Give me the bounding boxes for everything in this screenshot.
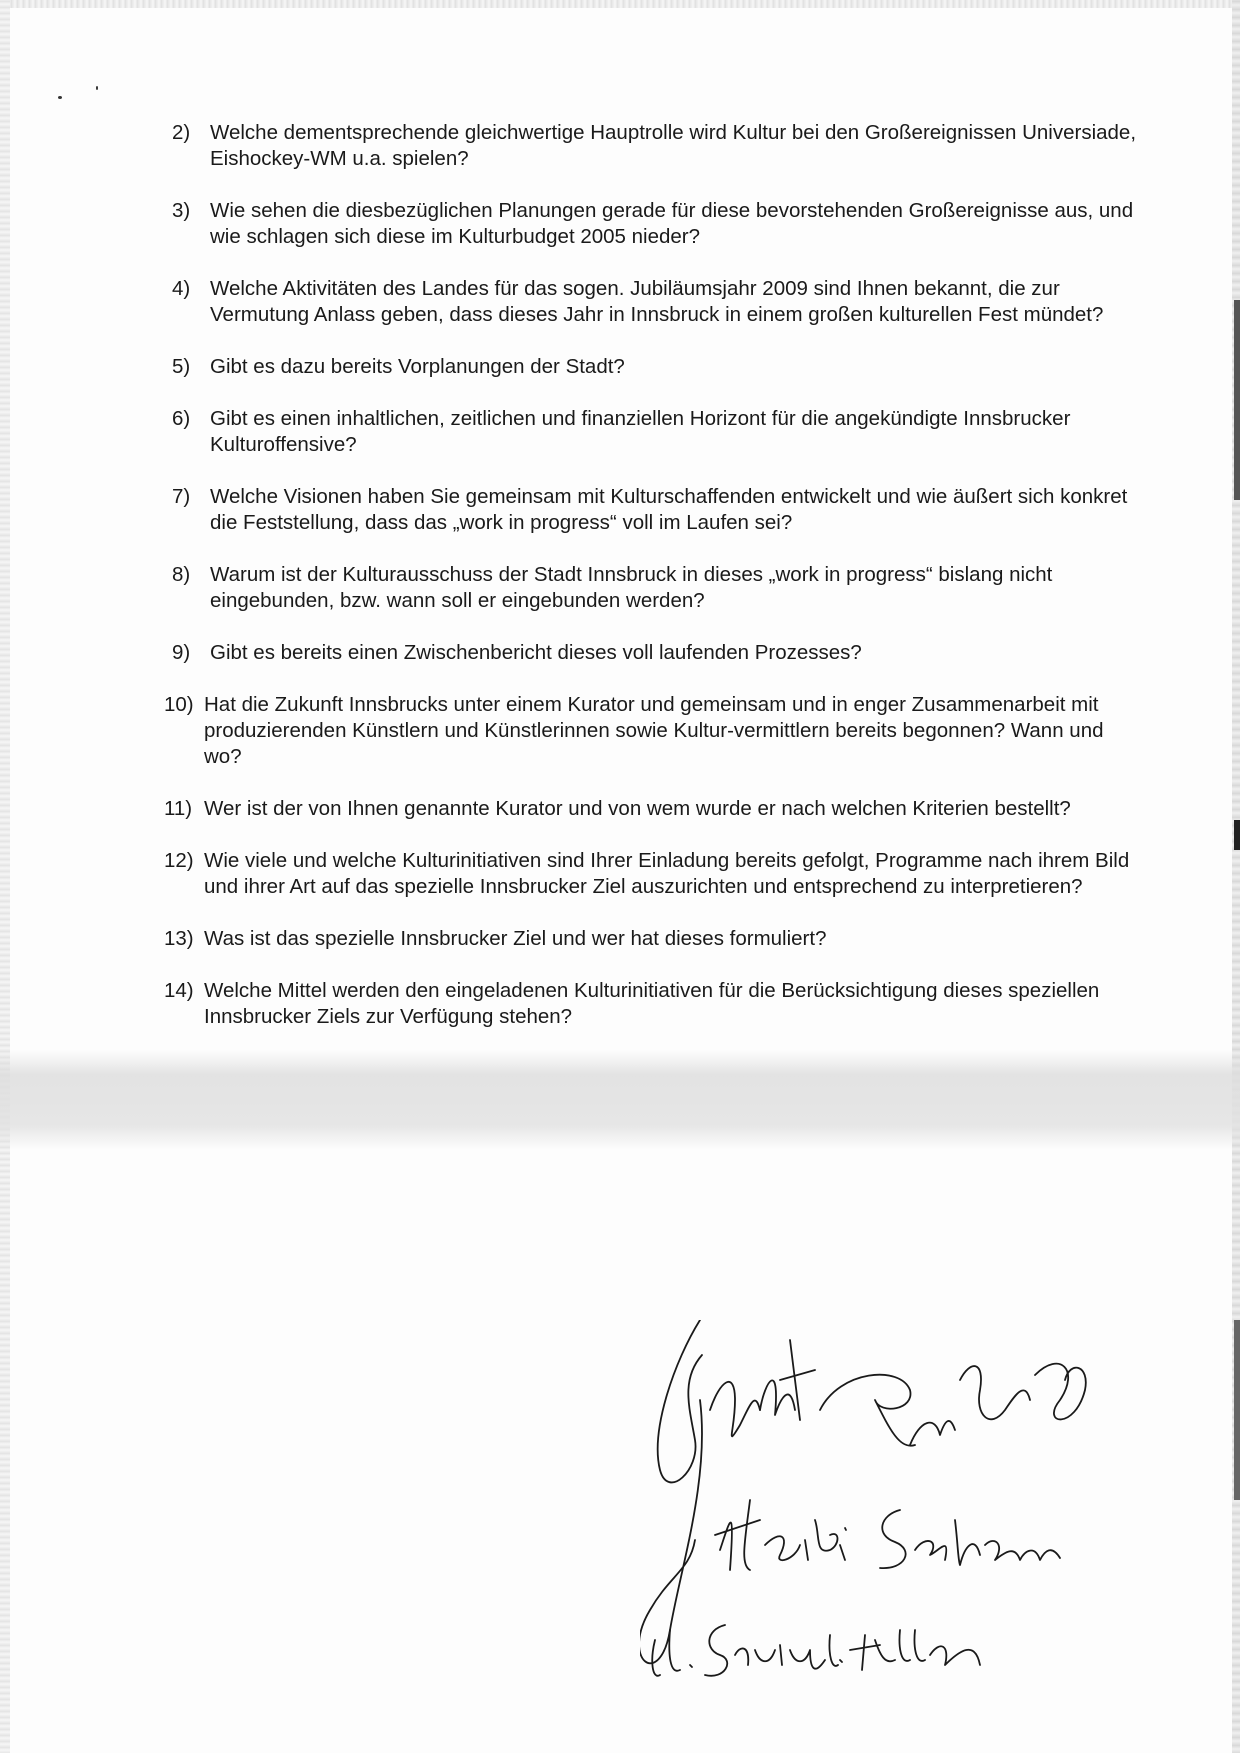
- question-text: Welche Mittel werden den eingeladenen Kulturinitiativen für die Berücksichtigung dieses speziellen Innsbrucker Ziels zur Verfügung stehen?: [204, 979, 1100, 1028]
- question-item: [160, 354, 1140, 380]
- question-number: 6): [172, 407, 191, 430]
- question-number: 13): [164, 927, 194, 950]
- question-text: Welche Aktivitäten des Landes für das sogen. Jubiläumsjahr 2009 sind Ihnen bekannt, die zur Vermutung Anlass geben, dass dieses Jahr in Innsbruck in einem großen kulturellen Fest mündet?: [210, 277, 1104, 326]
- question-number: 8): [172, 563, 191, 586]
- scan-speck: [96, 86, 98, 90]
- scan-shadow: [1234, 1320, 1240, 1500]
- scan-shadow: [1234, 300, 1240, 500]
- question-text: Gibt es einen inhaltlichen, zeitlichen und finanziellen Horizont für die angekündigte Innsbrucker Kulturoffensive?: [210, 407, 1071, 456]
- question-number: 7): [172, 485, 191, 508]
- question-text: Welche dementsprechende gleichwertige Hauptrolle wird Kultur bei den Großereignissen Universiade, Eishockey-WM u.a. spielen?: [210, 121, 1137, 170]
- question-list: [160, 120, 1140, 1056]
- question-item: [160, 640, 1140, 666]
- question-item: [160, 276, 1140, 328]
- question-item: [160, 978, 1140, 1030]
- question-item: [160, 848, 1140, 900]
- scan-edge-left: [0, 0, 10, 1753]
- question-item: [160, 926, 1140, 952]
- question-number: 4): [172, 277, 191, 300]
- question-text: Gibt es bereits einen Zwischenbericht dieses voll laufenden Prozesses?: [210, 641, 862, 664]
- question-number: 10): [164, 693, 194, 716]
- scan-shadow: [1234, 820, 1240, 850]
- question-item: [160, 198, 1140, 250]
- question-number: 3): [172, 199, 191, 222]
- handwritten-signatures-icon: [640, 1320, 1230, 1700]
- question-number: 14): [164, 979, 194, 1002]
- question-text: Hat die Zukunft Innsbrucks unter einem Kurator und gemeinsam und in enger Zusammenarbeit mit produzierenden Künstlern und Künstlerinnen sowie Kultur-vermittlern bereits begonnen? Wann und wo?: [204, 693, 1104, 768]
- question-number: 11): [164, 797, 193, 820]
- question-text: Warum ist der Kulturausschuss der Stadt Innsbruck in dieses „work in progress“ bislang nicht eingebunden, bzw. wann soll er eingebunden werden?: [210, 563, 1053, 612]
- question-text: Wie viele und welche Kulturinitiativen sind Ihrer Einladung bereits gefolgt, Programme nach ihrem Bild und ihrer Art auf das spezielle Innsbrucker Ziel auszurichten und entsprechend zu interpretieren?: [204, 849, 1130, 898]
- question-item: [160, 796, 1140, 822]
- question-text: Welche Visionen haben Sie gemeinsam mit Kulturschaffenden entwickelt und wie äußert sich konkret die Feststellung, dass das „work in progress“ voll im Laufen sei?: [210, 485, 1128, 534]
- question-text: Wie sehen die diesbezüglichen Planungen gerade für diese bevorstehenden Großereignisse aus, und wie schlagen sich diese im Kulturbudget 2005 nieder?: [210, 199, 1134, 248]
- question-text: Wer ist der von Ihnen genannte Kurator und von wem wurde er nach welchen Kriterien bestellt?: [204, 797, 1071, 820]
- question-text: Gibt es dazu bereits Vorplanungen der Stadt?: [210, 355, 625, 378]
- scan-gray-band: [0, 1050, 1240, 1150]
- question-item: [160, 692, 1140, 770]
- question-number: 5): [172, 355, 191, 378]
- scan-speck: [58, 96, 62, 99]
- question-item: [160, 120, 1140, 172]
- question-number: 12): [164, 849, 194, 872]
- question-item: [160, 562, 1140, 614]
- question-number: 2): [172, 121, 191, 144]
- scan-edge-top: [0, 0, 1240, 8]
- question-item: [160, 484, 1140, 536]
- question-item: [160, 406, 1140, 458]
- question-number: 9): [172, 641, 191, 664]
- question-text: Was ist das spezielle Innsbrucker Ziel und wer hat dieses formuliert?: [204, 927, 827, 950]
